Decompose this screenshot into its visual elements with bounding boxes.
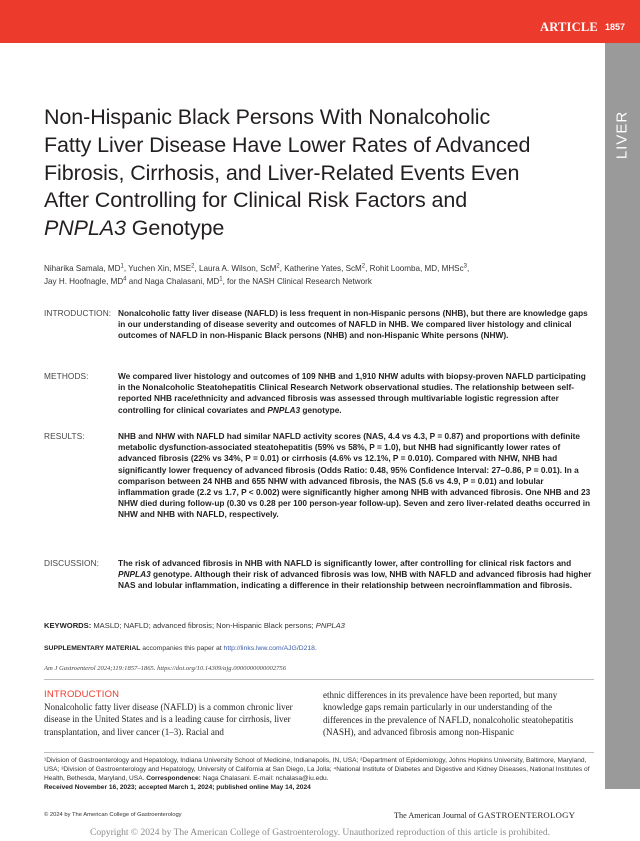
abstract-text: [118, 558, 592, 592]
author-affiliation-mark: 3: [463, 263, 467, 270]
title-line: After Controlling for Clinical Risk Factors and: [44, 188, 468, 213]
author-name: Yuchen Xin, MSE: [128, 264, 192, 273]
keywords-label: KEYWORDS:: [44, 621, 92, 630]
title-line: Fibrosis, Cirrhosis, and Liver-Related Events Even: [44, 160, 520, 185]
abstract-text-part: We compared liver histology and outcomes of 109 NHB and 1,910 NHW adults with biopsy-proven NAFLD participating in the Nonalcoholic Steatohepatitis Clinical Research Network observational studies. The relationship between self-reported NHB race/ethnicity and advanced fibrosis was assessed through multivariable logistic regression after controlling for clinical covariates and: [118, 371, 586, 415]
author-separator: ,: [123, 264, 129, 273]
journal-name: [394, 810, 575, 820]
abstract-text-part: genotype.: [300, 404, 342, 415]
supplementary-text: accompanies this paper at: [140, 645, 224, 652]
copyright-notice: Copyright © 2024 by The American College of Gastroenterology. Unauthorized reproduction of this article is prohibited.: [90, 828, 550, 838]
supplementary-note: [44, 645, 594, 652]
author-name: Laura A. Wilson, ScM: [199, 264, 277, 273]
author-affiliation-mark: 4: [123, 275, 127, 282]
abstract-text-part: The risk of advanced fibrosis in NHB with NAFLD is significantly lower, after controlling for clinical risk factors and: [118, 558, 572, 568]
abstract-text: Nonalcoholic fatty liver disease (NAFLD) is less frequent in non-Hispanic persons (NHB), but there are knowledge gaps in our understanding of disease severity and outcomes of NAFLD in NHB. We compared liver histology and clinical outcomes of NAFLD in non-Hispanic Black persons (NHB) and non-Hispanic White persons (NHW).: [118, 308, 588, 341]
affiliations: [44, 756, 596, 792]
section-heading: INTRODUCTION: [44, 689, 120, 700]
correspondence-text: Naga Chalasani. E-mail: nchalasa@iu.edu.: [200, 775, 329, 782]
author-affiliation-mark: 1: [219, 275, 223, 282]
supplementary-label: SUPPLEMENTARY MATERIAL: [44, 645, 141, 652]
abstract-text: [118, 371, 592, 416]
abstract-text: NHB and NHW with NAFLD had similar NAFLD activity scores (NAS, 4.4 vs 4.3, P = 0.87) and proportions with definite metabolic dysfunction-associated steatohepatitis (59% vs 58%, P = 1.0), but NHB had significantly lower rates of advanced fibrosis (22% vs 34%, P = 0.01) or cirrhosis (4.6% vs 12.1%, P = 0.010). Compared with NHW, NHB had significantly lower frequency of advanced fibrosis (Odds Ratio: 0.48, 95% Confidence Interval: 27–0.86, P = 0.01). In a comparison between 24 NHB and 655 NHW with advanced fibrosis, the NAS (5.6 vs 4.9, P = 0.01) and lobular inflammation grade (2.2 vs 1.7, P < 0.002) were significantly higher among NHB with advanced fibrosis. One NHB and 23 NHW died during follow-up (0.30 vs 0.28 per 100 person-year follow-up). Seven and zero liver-related deaths occurred in NHW and NHB with NAFLD, respectively.: [118, 431, 591, 520]
author-name: Katherine Yates, ScM: [284, 264, 362, 273]
received-dates: Received November 16, 2023; accepted March 1, 2024; published online May 14, 2024: [44, 784, 311, 791]
title-line: Fatty Liver Disease Have Lower Rates of Advanced: [44, 132, 531, 157]
body-column-left: Nonalcoholic fatty liver disease (NAFLD) is a common chronic liver disease in the United States and is a leading cause for cirrhosis, liver transplantation, and liver cancer (1–3). Racial and: [44, 702, 293, 737]
keywords: [44, 621, 594, 630]
author-separator: ,: [279, 264, 285, 273]
abstract-heading: RESULTS:: [44, 431, 85, 441]
correspondence-label: Correspondence:: [146, 775, 201, 782]
divider: [44, 752, 594, 753]
supplementary-link[interactable]: http://links.lww.com/AJG/D218: [223, 645, 315, 652]
author-separator: ,: [194, 264, 200, 273]
abstract-heading: DISCUSSION:: [44, 558, 100, 568]
title-line: Non-Hispanic Black Persons With Nonalcoholic: [44, 105, 491, 129]
author-group: , for the NASH Clinical Research Network: [222, 276, 372, 286]
author-affiliation-mark: 2: [276, 263, 280, 270]
author-name: Niharika Samala, MD: [44, 264, 121, 273]
title-line: Genotype: [125, 216, 225, 241]
journal-title: GASTROENTEROLOGY: [477, 810, 576, 820]
keywords-text: MASLD; NAFLD; advanced fibrosis; Non-Hispanic Black persons;: [91, 621, 316, 630]
footer-copyright: © 2024 by The American College of Gastroenterology: [44, 812, 182, 818]
author-separator: ,: [466, 264, 470, 273]
author-name: Naga Chalasani, MD: [144, 276, 220, 286]
page-number: 1857: [605, 22, 626, 32]
journal-prefix: The American Journal of: [394, 811, 478, 820]
affiliations-text: ¹Division of Gastroenterology and Hepatology, Indiana University School of Medicine, Indianapolis, IN, USA; ²Department of Epidemiology, Johns Hopkins University, Baltimore, Maryland, USA; ³Division of Gastroenterology and Hepatology, University of California at San Diego, La Jolla; ⁴National Institute of Diabetes and Digestive and Kidney Diseases, National Institutes of Health, Bethesda, Maryland, USA.: [44, 757, 590, 782]
body-column-right: ethnic differences in its prevalence have been reported, but many knowledge gaps remain particularly in our understanding of the differences in the prevalence of NAFLD, nonalcoholic steatohepatitis (NASH), and advanced fibrosis among non-Hispanic: [323, 690, 574, 737]
abstract-gene: PNPLA3: [118, 569, 151, 580]
supplementary-end: .: [314, 645, 317, 652]
author-name: Jay H. Hoofnagle, MD: [44, 276, 124, 286]
author-separator: and: [126, 276, 145, 286]
title-gene: PNPLA3: [44, 216, 126, 241]
abstract-gene: PNPLA3: [267, 404, 301, 415]
article-title: [44, 104, 594, 243]
citation-line: Am J Gastroenterol 2024;119:1857–1865. https://doi.org/10.14309/ajg.0000000000002756: [44, 665, 287, 672]
keywords-gene: PNPLA3: [315, 621, 345, 630]
author-affiliation-mark: 2: [361, 263, 366, 270]
side-tab-label: LIVER: [613, 110, 631, 160]
divider: [44, 679, 594, 680]
abstract-heading: INTRODUCTION:: [44, 308, 112, 318]
abstract-heading: METHODS:: [44, 371, 89, 381]
author-name: Rohit Loomba, MD, MHSc: [369, 264, 464, 273]
author-separator: ,: [365, 264, 370, 273]
author-affiliation-mark: 2: [191, 263, 195, 270]
author-affiliation-mark: 1: [120, 263, 124, 270]
author-list: [44, 263, 594, 288]
abstract-text-part: genotype. Although their risk of advanced fibrosis was low, NHB with NAFLD and advanced fibrosis had higher NAS and lobular inflammation, indicating a difference in their relationship between necroinflammation and fibrosis.: [118, 569, 592, 591]
section-label: ARTICLE: [540, 20, 598, 34]
